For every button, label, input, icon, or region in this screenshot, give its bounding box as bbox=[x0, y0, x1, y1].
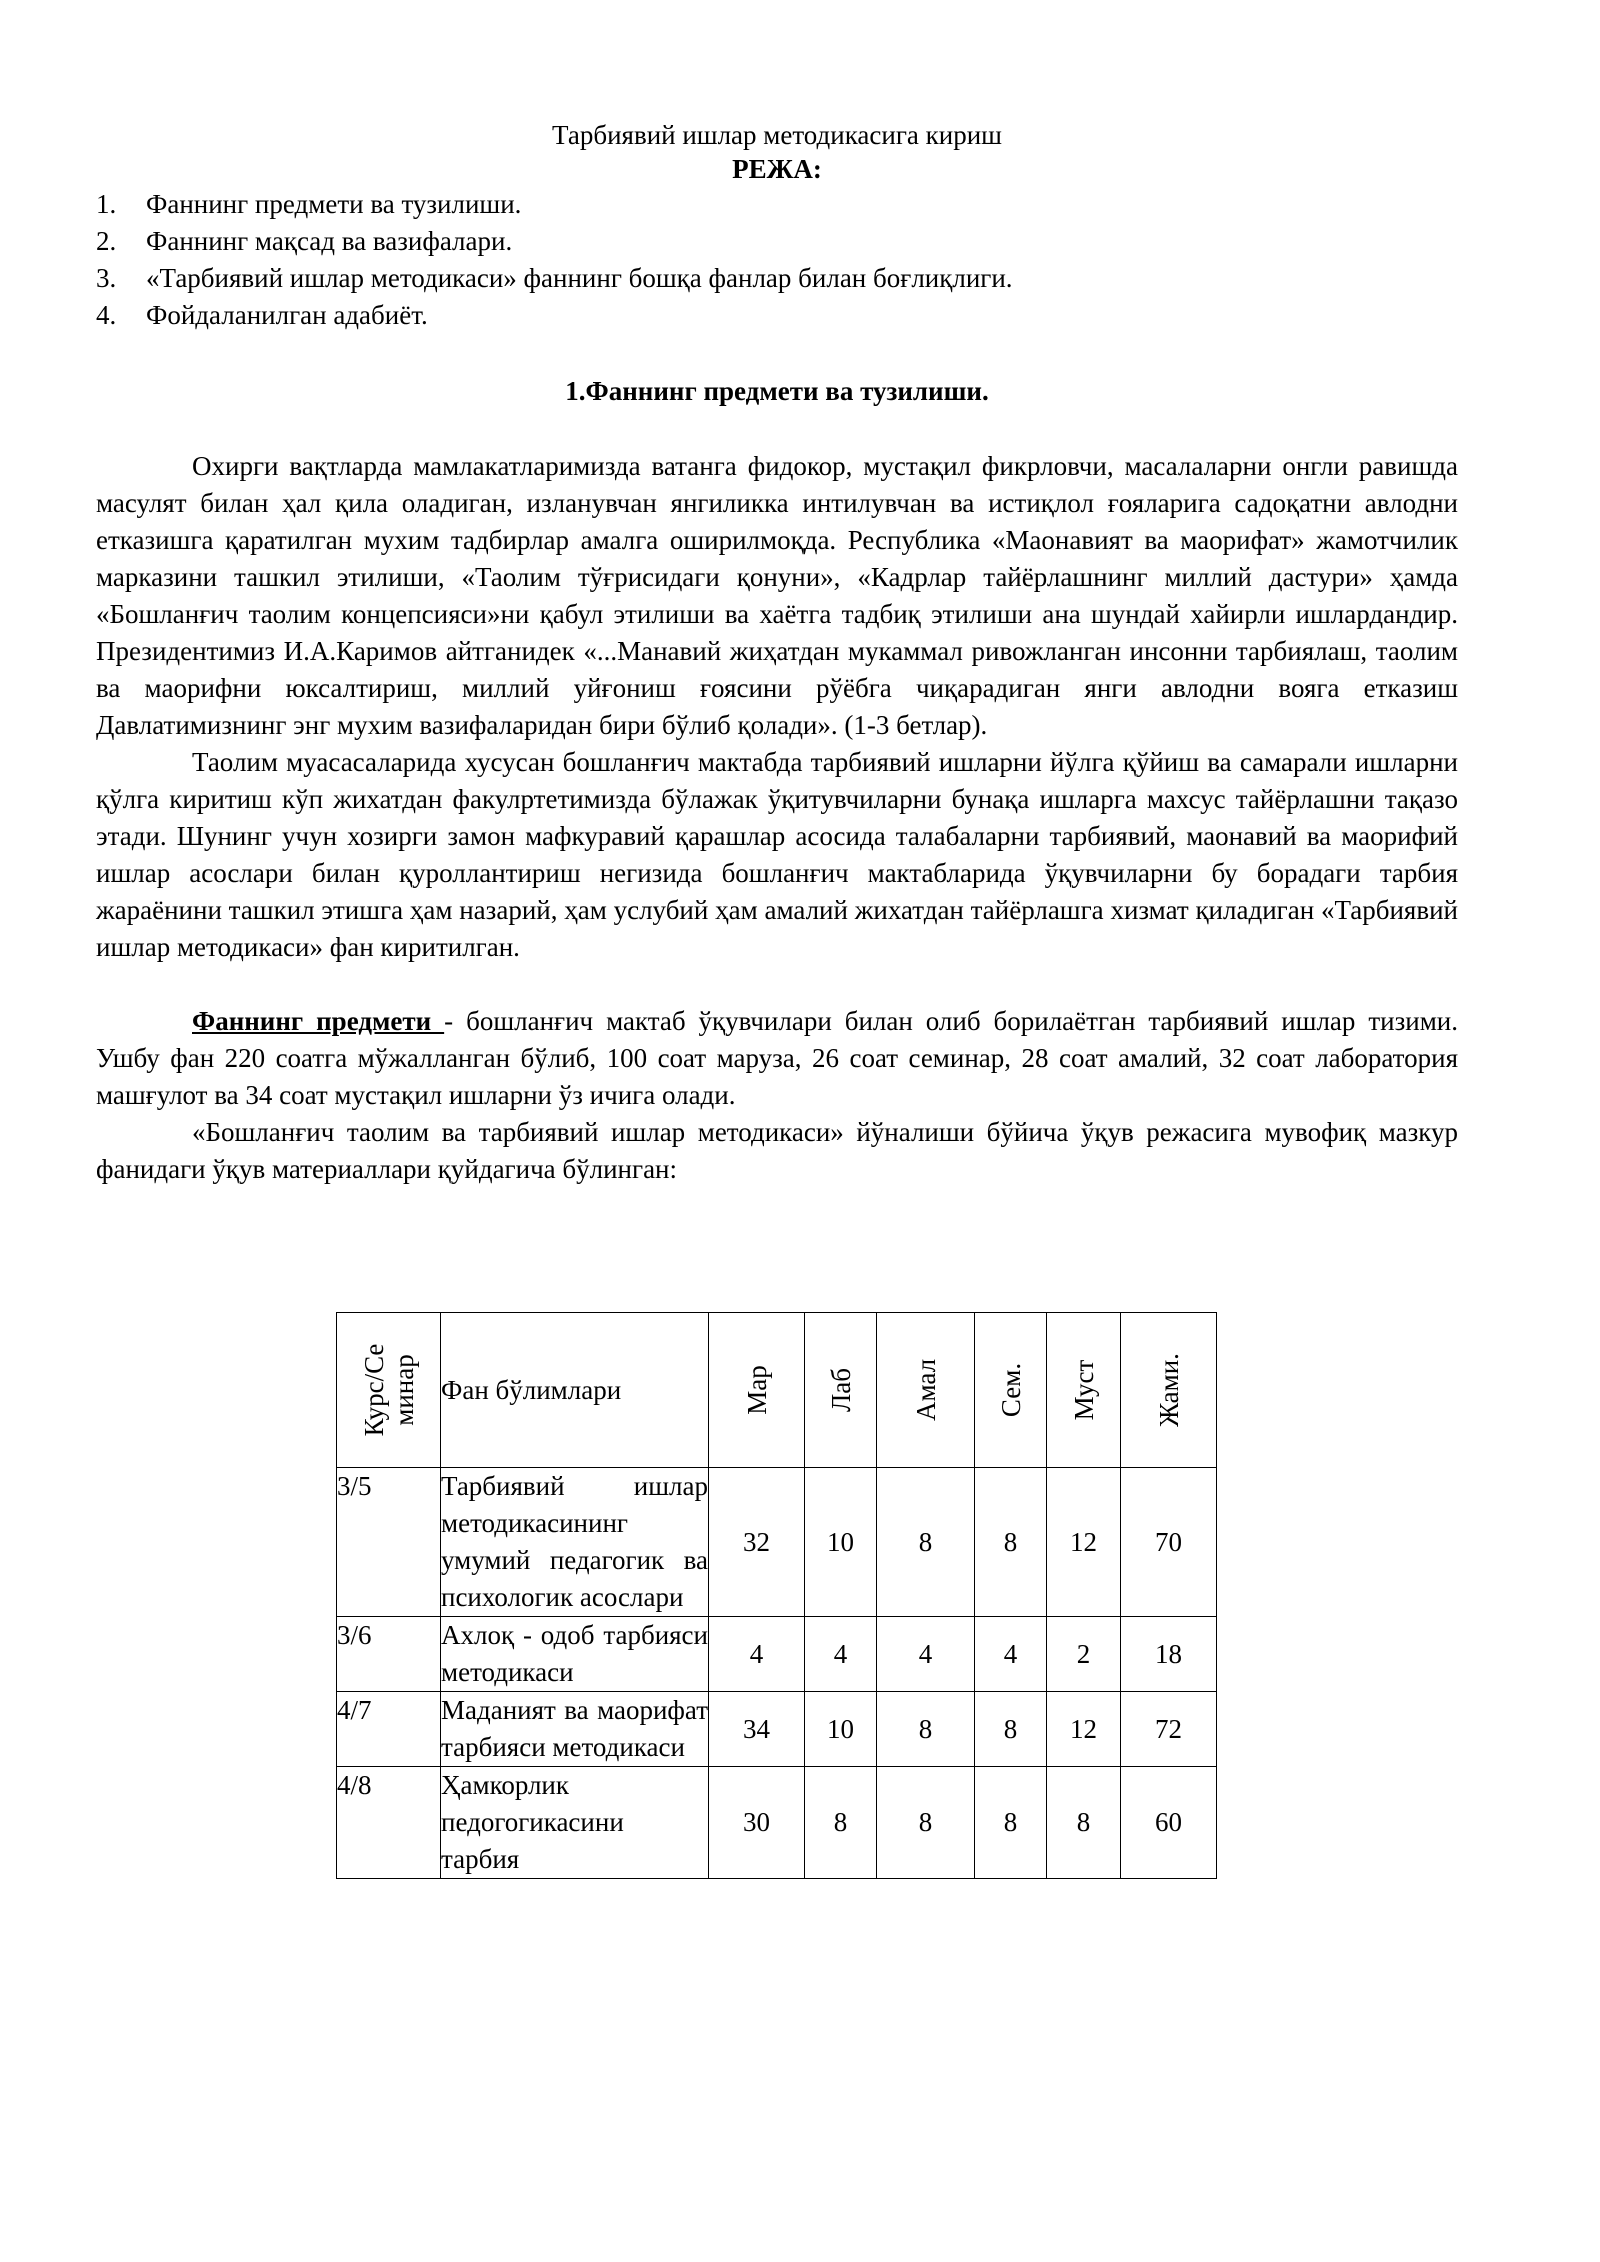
cell-total: 18 bbox=[1121, 1617, 1217, 1692]
cell-sem: 8 bbox=[975, 1692, 1047, 1767]
plan-item-text: «Тарбиявий ишлар методикаси» фаннинг бошқа фанлар билан боғлиқлиги. bbox=[146, 263, 1013, 293]
header-course-line1: Курс/Се bbox=[358, 1343, 389, 1437]
table-header-row bbox=[337, 1313, 1217, 1468]
cell-must: 8 bbox=[1047, 1767, 1121, 1879]
cell-sem: 4 bbox=[975, 1617, 1047, 1692]
paragraph-subject bbox=[96, 1003, 1458, 1114]
header-sem: Сем. bbox=[975, 1313, 1047, 1468]
cell-course: 3/6 bbox=[337, 1617, 441, 1692]
cell-lab: 8 bbox=[805, 1767, 877, 1879]
cell-section-name: Маданият ва маорифат тарбияси методикаси bbox=[441, 1692, 709, 1767]
header-course-line2: минар bbox=[388, 1354, 419, 1426]
plan-item bbox=[96, 297, 1458, 334]
cell-section-name: Ахлоқ - одоб тарбияси методикаси bbox=[441, 1617, 709, 1692]
cell-mar: 34 bbox=[709, 1692, 805, 1767]
cell-mar: 30 bbox=[709, 1767, 805, 1879]
plan-list bbox=[96, 186, 1458, 334]
plan-item-text: Фаннинг мақсад ва вазифалари. bbox=[146, 226, 513, 256]
header-course bbox=[337, 1313, 441, 1468]
cell-total: 70 bbox=[1121, 1468, 1217, 1617]
header-mar: Мар bbox=[709, 1313, 805, 1468]
plan-item-number: 4. bbox=[96, 300, 117, 330]
plan-heading: РЕЖА: bbox=[732, 154, 822, 184]
header-total: Жами. bbox=[1121, 1313, 1217, 1468]
plan-item-text: Фаннинг предмети ва тузилиши. bbox=[146, 189, 522, 219]
plan-item-number: 3. bbox=[96, 263, 117, 293]
header-must: Муст bbox=[1047, 1313, 1121, 1468]
cell-mar: 4 bbox=[709, 1617, 805, 1692]
cell-must: 2 bbox=[1047, 1617, 1121, 1692]
table-row bbox=[337, 1468, 1217, 1617]
plan-item bbox=[96, 223, 1458, 260]
cell-total: 60 bbox=[1121, 1767, 1217, 1879]
cell-course: 3/5 bbox=[337, 1468, 441, 1617]
cell-sem: 8 bbox=[975, 1767, 1047, 1879]
cell-must: 12 bbox=[1047, 1692, 1121, 1767]
paragraph-education: Таолим муасасаларида хусусан бошланғич мактабда тарбиявий ишларни йўлга қўйиш ва самарали ишларни қўлга киритиш кўп жихатдан факулртетимизда бўлажак ўқитувчиларни бунақа ишларга махсус тайёрлашни тақазо этади. Шунинг учун хозирги замон мафкуравий қарашлар асосида талабаларни тарбиявий, маонавий ва маорифий ишлар асослари билан қуроллантириш негизида бошланғич мактабларида ўқувчиларни бу борадаги тарбия жараёнини ташкил этишга ҳам назарий, ҳам услубий ҳам амалий жихатдан тайёрлашга хизмат қиладиган «Тарбиявий ишлар методикаси» фан киритилган. bbox=[96, 747, 1458, 962]
cell-lab: 10 bbox=[805, 1468, 877, 1617]
subject-definition: - бошланғич мактаб ўқувчилари билан олиб борилаётган тарбиявий ишлар тизими. Ушбу фан 220 соатга мўжалланган бўлиб, 100 соат маруза, 26 соат семинар, 28 соат амалий, 32 соат лаборатория машғулот ва 34 соат мустақил ишларни ўз ичига олади. bbox=[96, 1006, 1459, 1110]
document-title: Тарбиявий ишлар методикасига кириш bbox=[552, 120, 1002, 150]
cell-course: 4/8 bbox=[337, 1767, 441, 1879]
plan-item-number: 1. bbox=[96, 189, 117, 219]
paragraph-curriculum: «Бошланғич таолим ва тарбиявий ишлар методикаси» йўналиши бўйича ўқув режасига мувофиқ мазкур фанидаги ўқув материаллари қуйдагича бўлинган: bbox=[96, 1117, 1458, 1184]
table-row bbox=[337, 1617, 1217, 1692]
cell-must: 12 bbox=[1047, 1468, 1121, 1617]
plan-item bbox=[96, 186, 1458, 223]
header-lab: Лаб bbox=[805, 1313, 877, 1468]
cell-lab: 4 bbox=[805, 1617, 877, 1692]
cell-amal: 8 bbox=[877, 1692, 975, 1767]
document-page bbox=[96, 118, 1458, 1188]
subject-term: Фаннинг предмети bbox=[192, 1006, 445, 1036]
section-title: 1.Фаннинг предмети ва тузилиши. bbox=[565, 376, 989, 406]
header-sections: Фан бўлимлари bbox=[441, 1313, 709, 1468]
cell-lab: 10 bbox=[805, 1692, 877, 1767]
cell-total: 72 bbox=[1121, 1692, 1217, 1767]
paragraph-intro: Охирги вақтларда мамлакатларимизда ватанга фидокор, мустақил фикрловчи, масалаларни онгли равишда масулят билан ҳал қила оладиган, изланувчан янгиликка интилувчан ва истиқлол ғояларига садоқатни авлодни етказишга қаратилган мухим тадбирлар амалга оширилмоқда. Республика «Маонавият ва маорифат» жамотчилик марказини ташкил этилиши, «Таолим тўғрисидаги қонуни», «Кадрлар тайёрлашнинг миллий дастури» ҳамда «Бошланғич таолим концепсияси»ни қабул этилиши ва хаётга тадбиқ этилиши ана шундай хайирли ишлардандир. Президентимиз И.А.Каримов айтганидек «...Манавий жиҳатдан мукаммал ривожланган инсонни тарбиялаш, таолим ва маорифни юксалтириш, миллий уйғониш ғоясини рўёбга чиқарадиган янги авлодни вояга етказиш Давлатимизнинг энг мухим вазифаларидан бири бўлиб қолади». (1-3 бетлар). bbox=[96, 451, 1458, 740]
cell-amal: 8 bbox=[877, 1767, 975, 1879]
cell-amal: 8 bbox=[877, 1468, 975, 1617]
plan-item-text: Фойдаланилган адабиёт. bbox=[146, 300, 428, 330]
cell-sem: 8 bbox=[975, 1468, 1047, 1617]
table-row bbox=[337, 1692, 1217, 1767]
plan-item bbox=[96, 260, 1458, 297]
header-amal: Амал bbox=[877, 1313, 975, 1468]
cell-amal: 4 bbox=[877, 1617, 975, 1692]
cell-mar: 32 bbox=[709, 1468, 805, 1617]
curriculum-table bbox=[336, 1312, 1217, 1879]
table-row bbox=[337, 1767, 1217, 1879]
cell-section-name: Ҳамкорлик педогогикасини тарбия bbox=[441, 1767, 709, 1879]
cell-course: 4/7 bbox=[337, 1692, 441, 1767]
cell-section-name: Тарбиявий ишлар методикасининг умумий педагогик ва психологик асослари bbox=[441, 1468, 709, 1617]
plan-item-number: 2. bbox=[96, 226, 117, 256]
